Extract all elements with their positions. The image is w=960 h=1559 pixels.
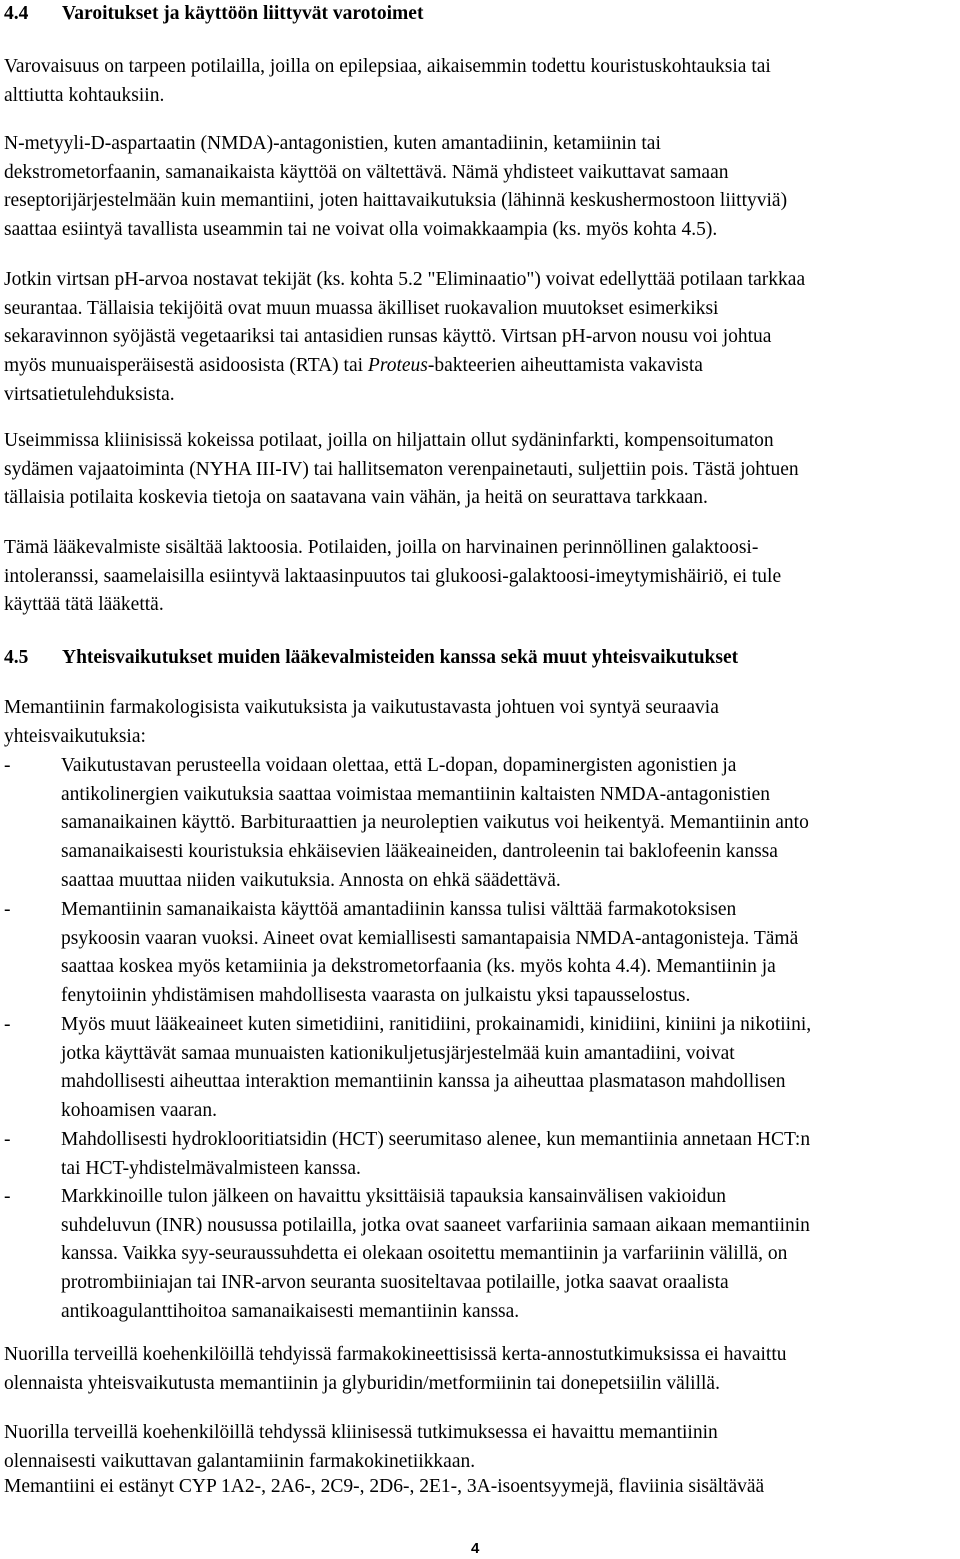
section-title: Varoitukset ja käyttöön liittyvät varotoimet <box>62 3 424 24</box>
text-line: protrombiiniajan tai INR-arvon seuranta suositeltavaa potilaille, jotka saavat oraalista <box>61 1272 729 1294</box>
page-number: 4 <box>471 1540 480 1557</box>
italic-term: Proteus <box>367 355 428 377</box>
text-line: N-metyyli-D-aspartaatin (NMDA)-antagonistien, kuten amantadiinin, ketamiinin tai <box>4 133 661 154</box>
text-line: virtsatietulehduksista. <box>4 383 175 405</box>
text-run: myös munuaisperäisestä asidoosista (RTA) tai <box>4 355 368 377</box>
paragraph-lactose <box>4 534 960 620</box>
text-line: saattaa esiintyä tavallista useammin tai ne voivat olla voimakkaampia (ks. myös kohta 4.5). <box>4 219 718 241</box>
text-line: alttiutta kohtauksiin. <box>4 84 165 106</box>
paragraph-interactions-intro <box>4 694 960 751</box>
list-dash: - <box>4 755 11 776</box>
text-line: antikoagulanttihoitoa samanaikaisesti memantiinin kanssa. <box>61 1300 520 1322</box>
text-line: Markkinoille tulon jälkeen on havaittu yksittäisiä tapauksia kansainvälisen vakioidun <box>61 1186 727 1207</box>
paragraph-epilepsy <box>4 53 960 110</box>
text-line: saattaa koskea myös ketamiinia ja dekstrometorfaania (ks. myös kohta 4.4). Memantiinin ja <box>61 956 776 978</box>
text-line: Myös muut lääkeaineet kuten simetidiini, ranitidiini, prokainamidi, kinidiini, kiniini ja nikotiini, <box>61 1014 812 1035</box>
text-line: psykoosin vaaran vuoksi. Aineet ovat kemiallisesti samantapaisia NMDA-antagonisteja. Tämä <box>61 927 799 949</box>
section-heading-4-5 <box>4 644 738 672</box>
text-line: reseptorijärjestelmään kuin memantiini, joten haittavaikutuksia (lähinnä keskushermostoon liittyviä) <box>4 190 788 212</box>
text-line: Mahdollisesti hydroklooritiatsidin (HCT) seerumitaso alenee, kun memantiinia annetaan HCT:n <box>61 1129 811 1150</box>
text-line: samanaikainen käyttö. Barbituraattien ja neuroleptien vaikutus voi heikentyä. Memantiinin anto <box>61 812 809 834</box>
text-line: Tämä lääkevalmiste sisältää laktoosia. Potilaiden, joilla on harvinainen perinnöllinen galaktoosi- <box>4 537 759 558</box>
paragraph-urine-ph <box>4 266 960 409</box>
text-line: intoleranssi, saamelaisilla esiintyvä laktaasinpuutos tai glukoosi-galaktoosi-imeytymishäiriö, ei tule <box>4 565 782 587</box>
text-line: fenytoiinin yhdistämisen mahdollisesta vaarasta on julkaistu yksi tapausselostus. <box>61 985 691 1007</box>
text-line: tällaisia potilaita koskevia tietoja on saatavana vain vähän, ja heitä on seurattava tarkkaan. <box>4 487 708 509</box>
text-line: jotka käyttävät samaa munuaisten kationikuljetusjärjestelmää kuin amantadiini, voivat <box>61 1042 735 1064</box>
text-line: yhteisvaikutuksia: <box>4 725 146 747</box>
text-line <box>4 352 960 381</box>
text-line: antikolinergien vaikutuksia saattaa voimistaa memantiinin kaltaisten NMDA-antagonistien <box>61 783 771 805</box>
text-line: sydämen vajaatoiminta (NYHA III-IV) tai hallitsematon verenpainetauti, suljettiin pois. Tästä johtuen <box>4 458 799 480</box>
section-heading-4-4 <box>4 0 423 28</box>
text-line: saattaa muuttaa niiden vaikutuksia. Annosta on ehkä säädettävä. <box>61 869 561 891</box>
text-line: samanaikaisesti kouristuksia ehkäisevien lääkeaineiden, dantroleenin tai baklofeenin kanssa <box>61 841 778 863</box>
text-line: mahdollisesti aiheuttaa interaktion memantiinin kanssa ja aiheuttaa plasmatason mahdollisen <box>61 1071 786 1093</box>
text-line: tai HCT-yhdistelmävalmisteen kanssa. <box>61 1157 361 1179</box>
list-dash: - <box>4 1129 11 1150</box>
text-run: -bakteerien aiheuttamista vakavista <box>427 355 703 377</box>
text-line: Nuorilla terveillä koehenkilöillä tehdyssä kliinisessä tutkimuksessa ei havaittu memantiinin <box>4 1422 718 1443</box>
section-number: 4.4 <box>4 3 29 24</box>
text-line: Useimmissa kliinisissä kokeissa potilaat, joilla on hiljattain ollut sydäninfarkti, kompensoitumaton <box>4 430 774 451</box>
text-line: dekstrometorfaanin, samanaikaista käyttöä on vältettävä. Nämä yhdisteet vaikuttavat samaan <box>4 161 729 183</box>
list-dash: - <box>4 899 11 920</box>
paragraph-galantamine <box>4 1419 960 1476</box>
text-line: sekaravinnon syöjästä vegetaariksi tai antasidien runsas käyttö. Virtsan pH-arvon nousu voi johtua <box>4 326 772 348</box>
paragraph-cyp <box>4 1473 960 1502</box>
paragraph-pharmacokinetics <box>4 1341 960 1398</box>
paragraph-nmda <box>4 130 960 245</box>
section-number: 4.5 <box>4 647 29 668</box>
section-title: Yhteisvaikutukset muiden lääkevalmisteiden kanssa sekä muut yhteisvaikutukset <box>62 647 739 668</box>
paragraph-clinical-trials <box>4 427 960 513</box>
text-line: seurantaa. Tällaisia tekijöitä ovat muun muassa äkilliset ruokavalion muutokset esimerkiksi <box>4 297 719 319</box>
text-line: Memantiinin samanaikaista käyttöä amantadiinin kanssa tulisi välttää farmakotoksisen <box>61 899 737 920</box>
text-line: Memantiini ei estänyt CYP 1A2-, 2A6-, 2C9-, 2D6-, 2E1-, 3A-isoentsyymejä, flaviinia sisältävää <box>4 1476 765 1497</box>
text-line: suhdeluvun (INR) nousussa potilailla, jotka ovat saaneet varfariinia samaan aikaan memantiinin <box>61 1214 810 1236</box>
text-line: kohoamisen vaaran. <box>61 1100 217 1122</box>
text-line: Varovaisuus on tarpeen potilailla, joilla on epilepsiaa, aikaisemmin todettu kouristuskohtauksia tai <box>4 56 771 77</box>
text-line: Memantiinin farmakologisista vaikutuksista ja vaikutustavasta johtuen voi syntyä seuraavia <box>4 697 719 718</box>
text-line: Nuorilla terveillä koehenkilöillä tehdyissä farmakokineettisissä kerta-annostutkimuksissa ei havaittu <box>4 1344 787 1365</box>
text-line: käyttää tätä lääkettä. <box>4 594 164 616</box>
text-line: Vaikutustavan perusteella voidaan olettaa, että L-dopan, dopaminergisten agonistien ja <box>61 755 737 776</box>
list-dash: - <box>4 1186 11 1207</box>
text-line: kanssa. Vaikka syy-seuraussuhdetta ei olekaan osoitettu memantiinin ja varfariinin välillä, on <box>61 1243 788 1265</box>
text-line: olennaista yhteisvaikutusta memantiinin ja glyburidin/metformiinin tai donepetsiilin välillä. <box>4 1372 720 1394</box>
text-line: Jotkin virtsan pH-arvoa nostavat tekijät (ks. kohta 5.2 "Eliminaatio") voivat edellyttää potilaan tarkkaa <box>4 269 806 290</box>
list-dash: - <box>4 1014 11 1035</box>
text-line: olennaisesti vaikuttavan galantamiinin farmakokinetiikkaan. <box>4 1450 476 1472</box>
